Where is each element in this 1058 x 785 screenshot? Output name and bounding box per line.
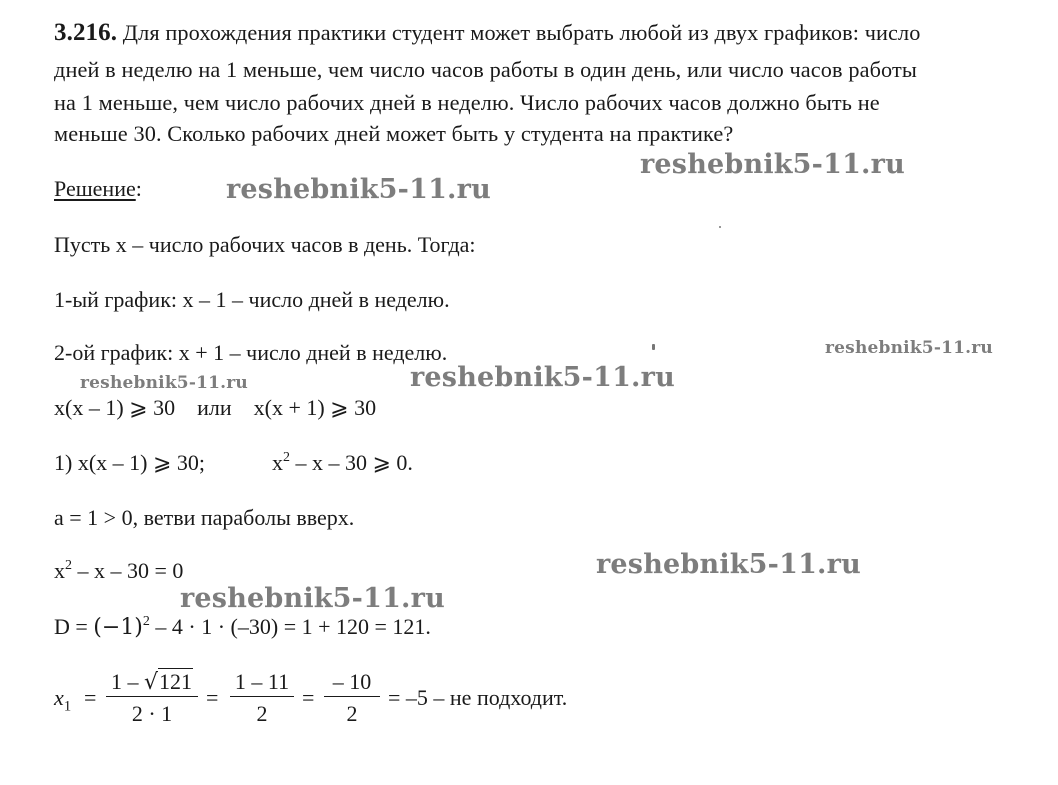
watermark: reshebnik5-11.ru [226, 174, 491, 205]
problem-line-2: дней в неделю на 1 меньше, чем число часов работы в один день, или число часов работы [54, 57, 917, 82]
disc-exp: 2 [142, 614, 150, 629]
watermark: reshebnik5-11.ru [640, 149, 905, 180]
eq-exp: 2 [65, 558, 72, 573]
scan-speck [652, 344, 655, 350]
problem-line-1 [54, 20, 921, 46]
fraction-3-numerator: – 10 [332, 669, 372, 694]
equals-sign-2: = [206, 685, 219, 710]
a-coefficient-line: a = 1 > 0, ветви параболы вверх. [54, 505, 355, 530]
problem-line-4: меньше 30. Сколько рабочих дней может быть у студента на практике? [54, 121, 734, 146]
equals-sign-1: = [84, 685, 97, 710]
fraction-2-denominator: 2 [256, 701, 268, 726]
solution-heading-text: Решение [54, 176, 136, 201]
discriminant-line [54, 614, 431, 641]
let-line: Пусть x – число рабочих часов в день. Тогда: [54, 232, 476, 257]
fraction-2-numerator: 1 – 11 [234, 669, 290, 694]
square-root: √121 [143, 669, 193, 695]
schedule-2-line: 2-ой график: x + 1 – число дней в неделю. [54, 340, 448, 365]
watermark: reshebnik5-11.ru [410, 362, 675, 393]
watermark: reshebnik5-11.ru [825, 338, 993, 358]
inequalities-line: x(x – 1) ⩾ 30 или x(x + 1) ⩾ 30 [54, 395, 377, 420]
problem-text-1: Для прохождения практики студент может выбрать любой из двух графиков: число [122, 20, 921, 45]
fraction-1 [106, 668, 198, 727]
scan-speck [719, 226, 721, 228]
root-variable: $x_1$ [54, 685, 72, 715]
fraction-3 [324, 668, 380, 727]
root-subscript: 1 [63, 698, 72, 715]
case-1-right-base: x [272, 450, 283, 475]
case-1-left: 1) x(x – 1) ⩾ 30; [54, 450, 206, 475]
case-1-line [54, 450, 413, 476]
quadratic-equation-line [54, 558, 183, 584]
eq-base: x [54, 558, 65, 583]
case-1-right-rest: – x – 30 ⩾ 0. [290, 450, 413, 475]
watermark: reshebnik5-11.ru [596, 549, 861, 580]
radicand: 121 [159, 669, 193, 694]
fraction-2 [230, 668, 294, 727]
problem-number: 3.216. [54, 19, 118, 46]
equals-sign-3: = [302, 685, 315, 710]
schedule-1-line: 1-ый график: x – 1 – число дней в неделю. [54, 287, 450, 312]
case-1-right [272, 450, 413, 476]
fraction-3-denominator: 2 [346, 701, 358, 726]
disc-start: D = [54, 614, 94, 639]
solution-heading [54, 176, 142, 202]
solution-heading-colon: : [135, 176, 142, 201]
root-result: = –5 – не подходит. [388, 685, 568, 710]
fraction-1-denominator: 2 · 1 [131, 701, 173, 726]
watermark: reshebnik5-11.ru [80, 373, 248, 393]
eq-rest: – x – 30 = 0 [72, 558, 184, 583]
watermark: reshebnik5-11.ru [180, 583, 445, 614]
problem-line-3: на 1 меньше, чем число рабочих дней в неделю. Число рабочих часов должно быть не [54, 90, 880, 115]
disc-rest: – 4 · 1 · (–30) = 1 + 120 = 121. [149, 614, 431, 639]
case-1-right-exp: 2 [283, 450, 290, 465]
disc-paren: (−1) [93, 615, 143, 640]
fraction-1-numerator: 1 – √121 [110, 669, 193, 695]
